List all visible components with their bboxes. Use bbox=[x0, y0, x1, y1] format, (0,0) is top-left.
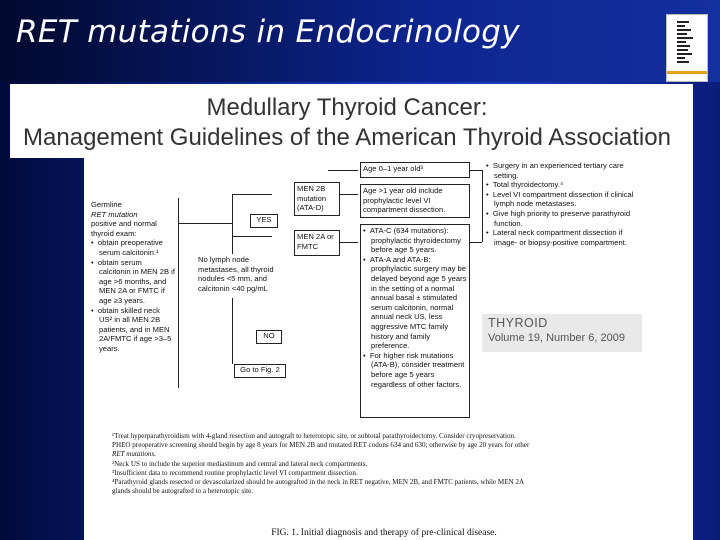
germline-bullet: • obtain preoperative serum calcitonin.¹ bbox=[91, 238, 175, 257]
germline-line: positive and normal bbox=[91, 219, 157, 229]
page-edge bbox=[684, 84, 693, 540]
surgery-bullet: • Lateral neck compartment dissection if image- or biopsy-positive compartment. bbox=[486, 228, 636, 247]
figure-page bbox=[84, 158, 684, 540]
age-0-1-box: Age 0–1 year old³ bbox=[360, 162, 470, 178]
ata-bullet: • For higher risk mutations (ATA-B), consider treatment before age 5 years regardless of other factors. bbox=[363, 351, 467, 389]
footnote: PHEO preoperative screening should begin by age 8 years for MEN 2B and mutated RET codons 634 and 630; otherwise by age 20 years for other bbox=[112, 441, 530, 450]
connector bbox=[232, 194, 272, 195]
connector bbox=[328, 170, 358, 171]
journal-logo bbox=[666, 14, 708, 82]
ata-box bbox=[360, 224, 470, 418]
men2a-box: MEN 2A or FMTC bbox=[294, 230, 340, 256]
connector bbox=[232, 334, 233, 364]
footnotes bbox=[112, 432, 658, 496]
footnote: glands should be autografted to a heterotopic site. bbox=[112, 487, 254, 496]
surgery-box bbox=[484, 160, 638, 270]
journal-volume: Volume 19, Number 6, 2009 bbox=[488, 332, 625, 344]
footnote: ³Insufficient data to recommend routine prophylactic level VI compartment dissection. bbox=[112, 468, 358, 477]
goto-label: Go to Fig. 2 bbox=[234, 364, 286, 378]
journal-citation bbox=[482, 314, 642, 352]
germline-box bbox=[88, 198, 179, 388]
ata-bullet: • ATA-C (634 mutations): prophylactic thyroidectomy before age 5 years. bbox=[363, 226, 467, 255]
yes-label: YES bbox=[250, 214, 278, 228]
surgery-bullet: • Level VI compartment dissection if clinical lymph node metastases. bbox=[486, 190, 636, 209]
footnote: ¹Treat hyperparathyroidism with 4-gland resection and autograft to heterotopic site, or subtotal parathyroidectomy. Consider cryopreservation. bbox=[112, 432, 516, 440]
no-metastases-box: No lymph node metastases, all thyroid nodules <5 mm, and calcitonin <40 pg/mL bbox=[196, 254, 282, 298]
surgery-bullet: • Total thyroidectomy.⁴ bbox=[486, 180, 636, 190]
men2b-box: MEN 2B mutation (ATA-D) bbox=[294, 182, 340, 216]
connector bbox=[482, 170, 483, 242]
germline-bullet: • obtain skilled neck US² in all MEN 2B patients, and in MEN 2A/FMTC if age >3–5 years. bbox=[91, 306, 175, 354]
footnote: RET mutations. bbox=[112, 450, 157, 459]
figure-caption: FIG. 1. Initial diagnosis and therapy of pre-clinical disease. bbox=[271, 528, 497, 538]
slide-header bbox=[10, 84, 684, 158]
germline-line: thyroid exam: bbox=[91, 228, 137, 238]
ata-bullet: • ATA-A and ATA-B: prophylactic surgery may be delayed beyond age 5 years in the setting of a normal annual basal ± stimulated serum calcitonin, normal annual neck US, less aggressive MTC family history and family preference. bbox=[363, 255, 467, 351]
header-title: Medullary Thyroid Cancer: bbox=[206, 94, 488, 121]
no-label: NO bbox=[256, 330, 282, 344]
surgery-bullet: • Give high priority to preserve parathyroid function. bbox=[486, 209, 636, 228]
footnote: ⁴Parathyroid glands resected or devascularized should be autografted in the neck in RET negative, MEN 2B, and FMTC patients, while MEN 2A bbox=[112, 478, 525, 487]
connector bbox=[232, 236, 272, 237]
header-subtitle: Management Guidelines of the American Thyroid Association bbox=[23, 124, 671, 151]
surgery-bullet: • Surgery in an experienced tertiary care setting. bbox=[486, 161, 636, 180]
connector bbox=[232, 194, 233, 254]
slide-title: RET mutations in Endocrinology bbox=[16, 14, 520, 50]
footnote: ²Neck US to include the superior mediastinum and central and lateral neck compartments. bbox=[112, 459, 368, 468]
connector bbox=[172, 223, 232, 224]
germline-bullet: • obtain serum calcitonin in MEN 2B if age >6 months, and MEN 2A or FMTC if age ≥3 years. bbox=[91, 258, 175, 306]
germline-line: RET mutation bbox=[91, 209, 138, 219]
age-gt1-box: Age >1 year old include prophylactic level VI compartment dissection. bbox=[360, 184, 470, 218]
germline-line: Germline bbox=[91, 200, 122, 209]
journal-name: THYROID bbox=[488, 316, 548, 330]
